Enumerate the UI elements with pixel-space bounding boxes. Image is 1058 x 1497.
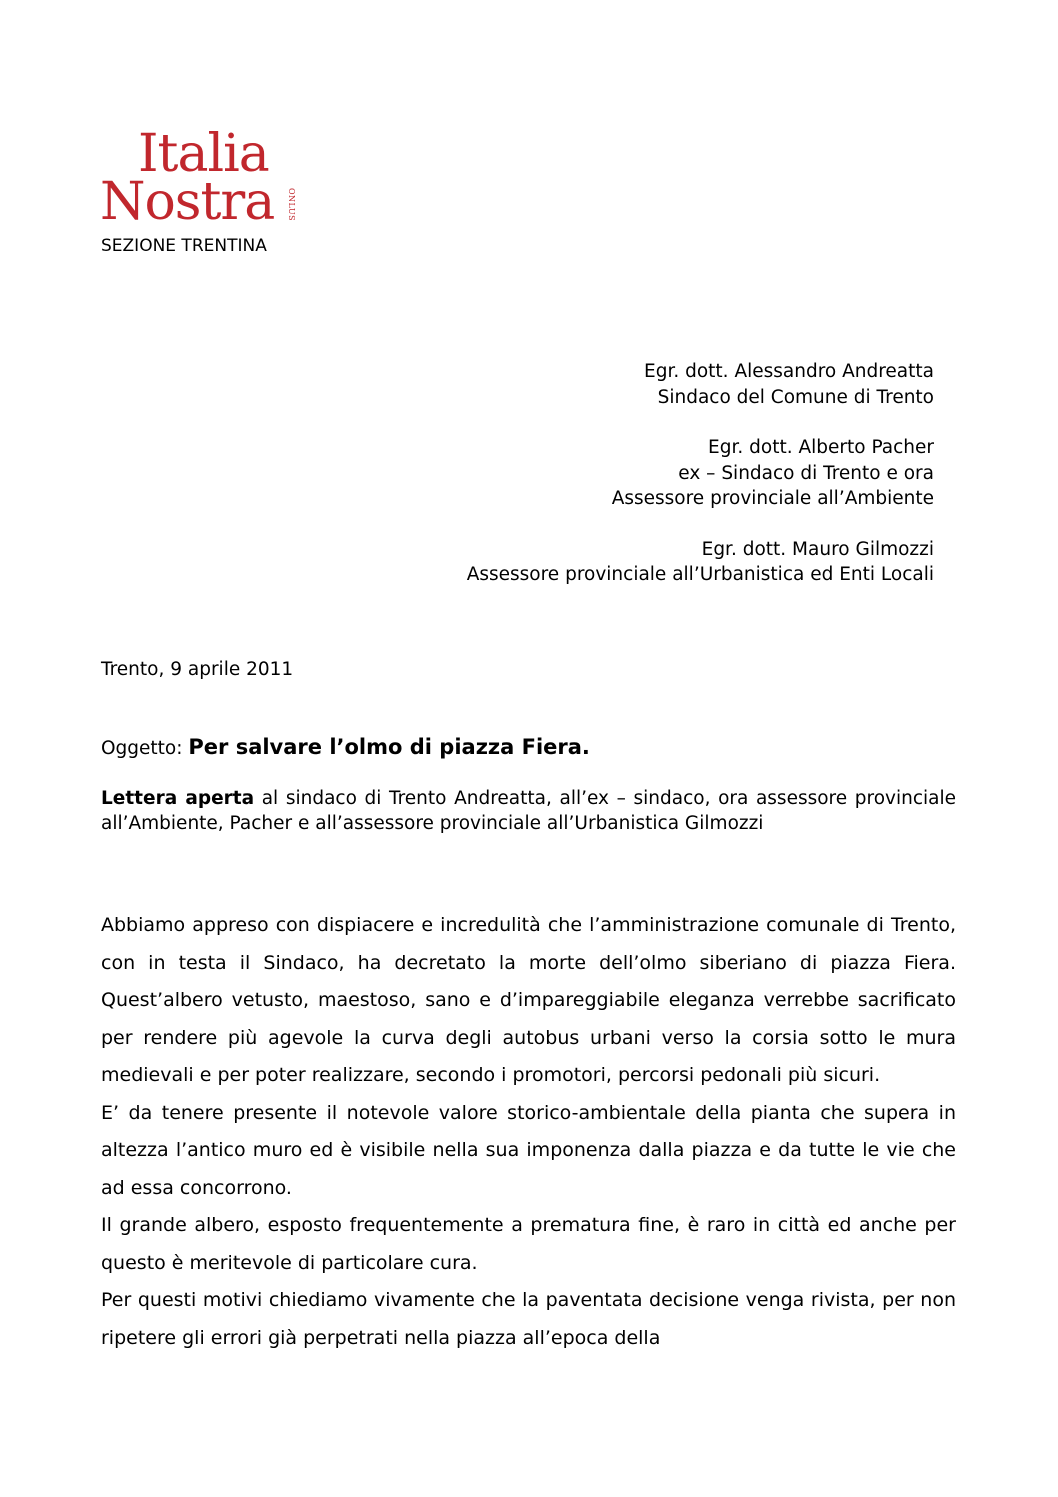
open-letter-intro	[101, 787, 956, 836]
body-paragraph: Il grande albero, esposto frequentemente a prematura fine, è raro in città ed anche per questo è meritevole di particolare cura.	[101, 1214, 956, 1274]
logo-onlus: ONLUS	[287, 188, 296, 222]
logo-italia: Italia	[138, 124, 269, 184]
letter-date: Trento, 9 aprile 2011	[101, 659, 294, 680]
body-paragraph: Abbiamo appreso con dispiacere e incredulità che l’amministrazione comunale di Trento, con in testa il Sindaco, ha decretato la morte dell’olmo siberiano di piazza Fiera. Quest’albero vetusto, maestoso, sano e d’impareggiabile eleganza verrebbe sacrificato per rendere più agevole la curva degli autobus urbani verso la corsia sotto le mura medievali e per poter realizzare, secondo i promotori, percorsi pedonali più sicuri.	[101, 914, 956, 1086]
recipient-line: Sindaco del Comune di Trento	[657, 386, 934, 408]
body-paragraph: E’ da tenere presente il notevole valore storico-ambientale della pianta che supera in altezza l’antico muro ed è visibile nella sua imponenza dalla piazza e da tutte le vie che ad essa concorrono.	[101, 1101, 956, 1199]
body-paragraph: Per questi motivi chiediamo vivamente che la paventata decisione venga rivista, per non ripetere gli errori già perpetrati nella piazza all’epoca della	[101, 1289, 956, 1349]
recipient-pacher	[467, 435, 934, 512]
recipient-line: Egr. dott. Alessandro Andreatta	[644, 361, 934, 382]
open-letter-bold: Lettera aperta	[101, 788, 255, 809]
recipients	[467, 359, 934, 613]
recipient-line: Assessore provinciale all’Urbanistica ed Enti Locali	[466, 564, 934, 585]
logo-section-name: SEZIONE TRENTINA	[101, 236, 267, 256]
letter-body	[101, 907, 956, 1357]
recipient-line: ex – Sindaco di Trento e ora	[678, 462, 934, 484]
recipient-line: Egr. dott. Alberto Pacher	[708, 437, 934, 458]
recipient-gilmozzi	[467, 537, 934, 588]
subject-line	[101, 733, 590, 763]
italia-nostra-logo	[100, 124, 330, 258]
subject-title: Per salvare l’olmo di piazza Fiera.	[188, 735, 590, 759]
recipient-line: Assessore provinciale all’Ambiente	[611, 488, 934, 509]
subject-label: Oggetto:	[101, 738, 183, 759]
recipient-line: Egr. dott. Mauro Gilmozzi	[701, 538, 934, 560]
recipient-andreatta	[467, 359, 934, 410]
logo-nostra: Nostra	[100, 172, 275, 232]
open-letter-text: al sindaco di Trento Andreatta, all’ex – sindaco, ora assessore provinciale all’Ambiente, Pacher e all’assessore provinciale all’Urbanistica Gilmozzi	[101, 788, 956, 834]
